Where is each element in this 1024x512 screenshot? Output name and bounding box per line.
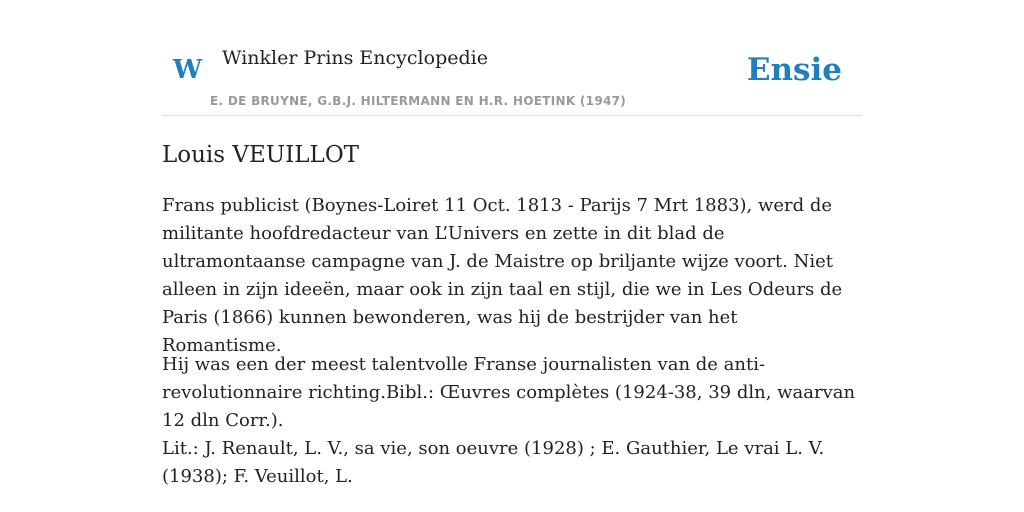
article-title: Louis VEUILLOT [162,142,360,168]
article-paragraph: Hij was een der meest talentvolle Franse journalisten van de anti-revolutionnaire richting.Bibl.: Œuvres complètes (1924-38, 39 dln, waarvan 12 dln Corr.). [162,354,856,431]
article-paragraph: Lit.: J. Renault, L. V., sa vie, son oeuvre (1928) ; E. Gauthier, Le vrai L. V. (1938); F. Veuillot, L. [162,438,825,487]
page [162,0,862,512]
encyclopedia-authors: E. DE BRUYNE, G.B.J. HILTERMANN EN H.R. HOETINK (1947) [210,94,627,108]
header [162,0,862,116]
winkler-prins-logo[interactable]: W [173,55,203,85]
encyclopedia-title[interactable]: Winkler Prins Encyclopedie [222,47,488,69]
ensie-logo[interactable]: Ensie [746,52,842,88]
article-paragraph: Frans publicist (Boynes-Loiret 11 Oct. 1813 - Parijs 7 Mrt 1883), werd de militante hoofdredacteur van L’Univers en zette in dit blad de ultramontaanse campagne van J. de Maistre op briljante wijze voort. Niet alleen in zijn ideeën, maar ook in zijn taal en stijl, die we in Les Odeurs de Paris (1866) kunnen bewonderen, was hij de bestrijder van het Romantisme. [162,195,843,356]
